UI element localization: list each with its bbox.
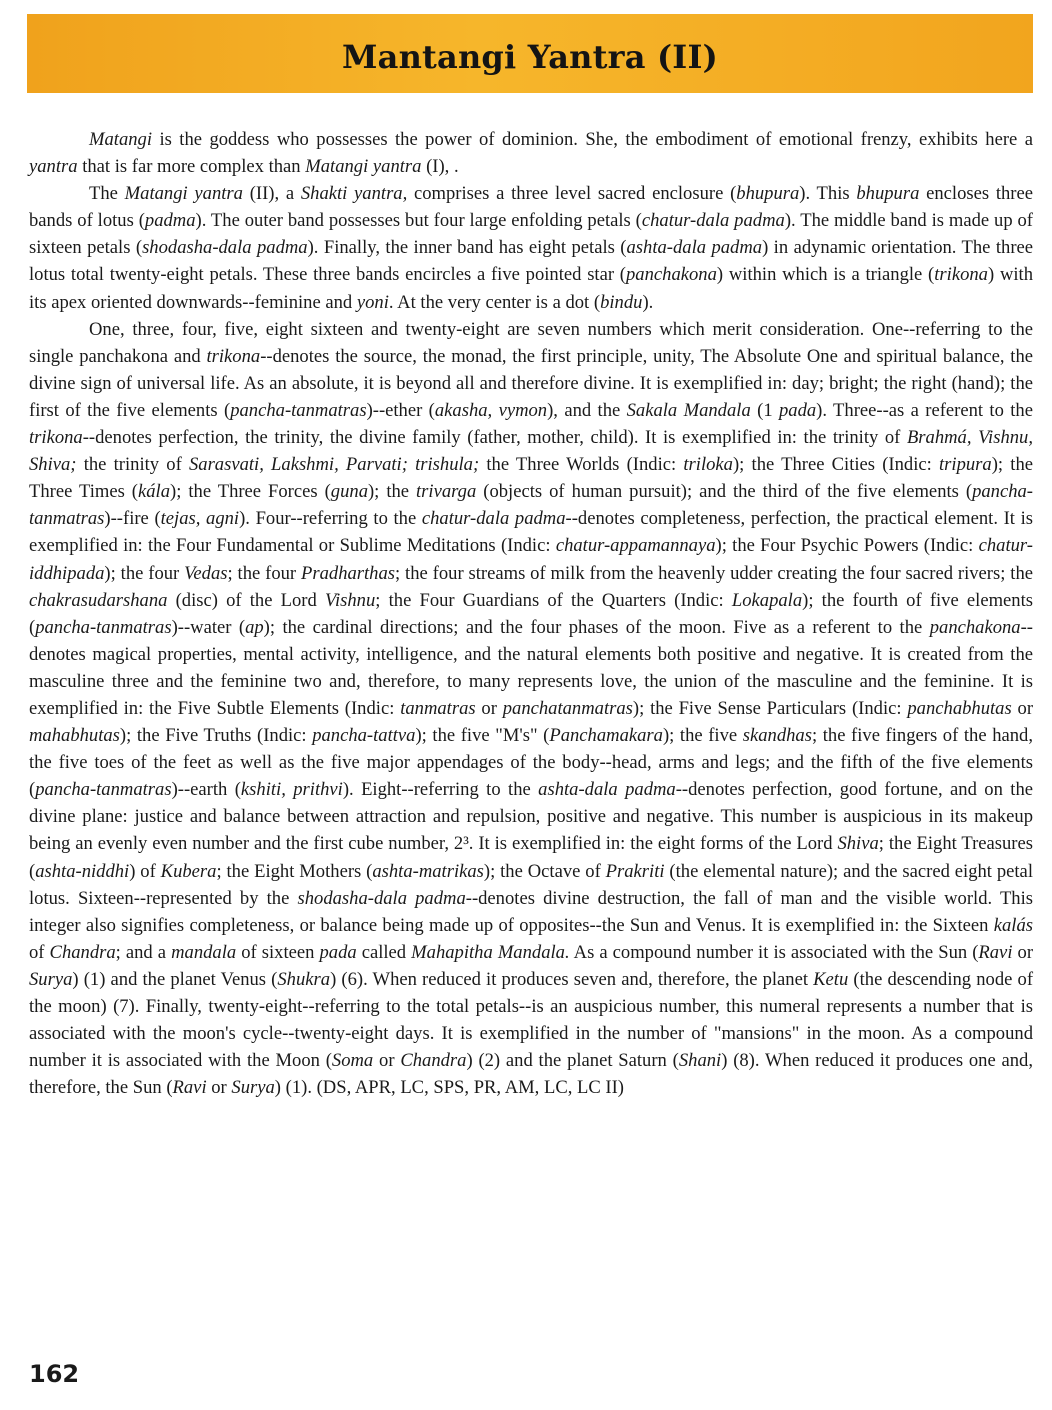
italic-term: Matangi bbox=[89, 129, 153, 150]
text-run: ). Finally, the inner band has eight petals ( bbox=[307, 237, 627, 259]
italic-term: Lokapala bbox=[731, 589, 803, 611]
text-run: or bbox=[1012, 941, 1034, 963]
italic-term: skandhas bbox=[742, 725, 812, 747]
text-run: ) (1) and the planet Venus ( bbox=[72, 968, 278, 990]
italic-term: guna bbox=[330, 481, 368, 503]
italic-term: kalás bbox=[993, 914, 1033, 936]
text-run: ). Eight--referring to the bbox=[342, 779, 539, 801]
text-run: . At the very center is a dot ( bbox=[388, 291, 601, 313]
italic-term: trivarga bbox=[416, 481, 477, 503]
text-run: --denotes divine destruction, the fall of man and the visible world. This integer also signifies completeness, or balance being made up of opposites--the Sun and Venus. It is exemplified in: the Sixteen bbox=[29, 887, 1033, 936]
italic-term: tejas, agni bbox=[160, 508, 240, 530]
text-run: ); the five bbox=[662, 725, 743, 747]
italic-term: panchakona bbox=[626, 264, 717, 286]
text-run: is the goddess who possesses the power of dominion. She, the embodiment of emotional frenzy, exhibits here a bbox=[152, 129, 1033, 150]
text-run: ) in adynamic orientation. The three lotus total twenty-eight petals. These three bands encircles a five pointed star ( bbox=[29, 237, 1034, 286]
title-banner bbox=[27, 14, 1033, 93]
text-run: (II), a bbox=[242, 183, 301, 205]
text-run: ); the cardinal directions; and the four phases of the moon. Five as a referent to the bbox=[263, 616, 930, 638]
italic-term: Sakala Mandala bbox=[626, 399, 751, 421]
italic-term: pancha-tattva bbox=[312, 725, 416, 747]
italic-term: Chandra bbox=[49, 941, 116, 963]
text-run: ) (1). (DS, APR, LC, SPS, PR, AM, LC, LC II) bbox=[274, 1077, 625, 1099]
text-run: ) with its apex oriented downwards--feminine and bbox=[29, 264, 1033, 313]
italic-term: mandala bbox=[171, 941, 237, 963]
italic-term: akasha, vymon bbox=[434, 399, 548, 421]
italic-term: panchabhutas bbox=[907, 697, 1012, 719]
text-run: --denotes perfection, the trinity, the divine family (father, mother, child). It is exemplified in: the trinity of bbox=[82, 427, 907, 449]
text-run: ); the Three Cities (Indic: bbox=[732, 454, 940, 476]
text-run: of sixteen bbox=[236, 941, 320, 963]
italic-term: Soma bbox=[331, 1050, 374, 1072]
text-run: ) (6). When reduced it produces seven and, therefore, the planet bbox=[330, 968, 814, 990]
italic-term: panchatanmatras bbox=[502, 697, 633, 719]
text-run: ); the bbox=[367, 481, 417, 503]
text-run: ), and the bbox=[547, 399, 627, 421]
text-run: ). The outer band possesses but four large enfolding petals ( bbox=[195, 210, 642, 232]
text-run: or bbox=[206, 1077, 232, 1099]
italic-term: Shukra bbox=[277, 968, 331, 990]
italic-term: Vedas bbox=[184, 562, 228, 584]
text-run: encloses three bands of lotus ( bbox=[29, 183, 1033, 232]
text-run: ); the Five Truths (Indic: bbox=[119, 725, 313, 747]
text-run: --denotes completeness, perfection, the practical element. It is exemplified in: the Four Fundamental or Sublime Meditations (Indic: bbox=[29, 508, 1033, 557]
text-run: comprises a three level sacred enclosure ( bbox=[407, 183, 737, 205]
italic-term: Mahapitha Mandala. bbox=[411, 941, 570, 963]
italic-term: Brahmá, Vishnu, Shiva; bbox=[29, 427, 1033, 476]
text-run: ). The middle band is made up of sixteen petals ( bbox=[29, 210, 1033, 259]
italic-term: Shani bbox=[678, 1050, 722, 1072]
italic-term: pada bbox=[778, 399, 817, 421]
text-run: (1 bbox=[750, 399, 779, 421]
italic-term: mahabhutas bbox=[29, 725, 120, 747]
italic-term: Panchamakara bbox=[549, 725, 663, 747]
italic-term: ashta-dala padma bbox=[538, 779, 676, 801]
italic-term: shodasha-dala padma bbox=[297, 887, 466, 909]
italic-term: Shakti yantra, bbox=[300, 183, 408, 205]
italic-term: padma bbox=[144, 210, 196, 232]
text-run: or bbox=[475, 697, 503, 719]
italic-term: Ravi bbox=[172, 1077, 207, 1099]
italic-term: Chandra bbox=[400, 1050, 467, 1072]
italic-term: Matangi yantra bbox=[124, 183, 243, 205]
text-run: ; the four bbox=[227, 562, 301, 584]
italic-term: kshiti, prithvi bbox=[240, 779, 343, 801]
text-run: ); the five "M's" ( bbox=[415, 725, 550, 747]
text-run: ). This bbox=[799, 183, 857, 205]
italic-term: Shiva bbox=[837, 833, 879, 855]
italic-term: panchakona bbox=[929, 616, 1021, 638]
italic-term: Vishnu bbox=[324, 589, 376, 611]
text-run: that is far more complex than bbox=[77, 156, 306, 178]
italic-term: pancha-tanmatras bbox=[35, 779, 172, 801]
text-run: ); the Five Sense Particulars (Indic: bbox=[632, 697, 908, 719]
italic-term: ashta-dala padma bbox=[626, 237, 763, 259]
text-run: of bbox=[29, 941, 50, 963]
italic-term: triloka bbox=[683, 454, 733, 476]
text-run: ; the four streams of milk from the heavenly udder creating the four sacred rivers; the bbox=[395, 562, 1033, 584]
text-run: ); the four bbox=[104, 562, 185, 584]
text-run: One, three, four, five, eight sixteen and twenty-eight are seven numbers which merit consideration. One--referring to the single panchakona and bbox=[29, 318, 1033, 367]
text-run: ) (2) and the planet Saturn ( bbox=[466, 1050, 679, 1072]
text-run: ; the Eight Treasures ( bbox=[29, 833, 1033, 882]
italic-term: yoni bbox=[356, 291, 389, 313]
text-run: (I), . bbox=[421, 156, 459, 178]
italic-term: Sarasvati, Lakshmi, Parvati; trishula; bbox=[188, 454, 480, 476]
italic-term: bhupura bbox=[856, 183, 920, 205]
italic-term: yantra bbox=[29, 156, 78, 178]
text-run: (the descending node of the moon) (7). Finally, twenty-eight--referring to the total petals--is an auspicious number, this numeral represents a number that is associated with the moon's cycle--twenty-eight days. It is exemplified in the number of "mansions" in the moon. As a compound number it is associated with the Moon ( bbox=[29, 968, 1034, 1072]
italic-term: Ravi bbox=[978, 941, 1013, 963]
italic-term: tripura bbox=[939, 454, 992, 476]
text-run: or bbox=[373, 1050, 401, 1072]
italic-term: pancha-tanmatras bbox=[35, 616, 172, 638]
italic-term: Matangi yantra bbox=[305, 156, 422, 178]
italic-term: chatur-dala padma bbox=[641, 210, 785, 232]
text-run: ); the Octave of bbox=[483, 860, 606, 882]
italic-term: chatur-iddhipada bbox=[29, 535, 1033, 584]
text-run: --denotes the source, the monad, the first principle, unity, The Absolute One and spiritual balance, the divine sign of universal life. As an absolute, it is beyond all and therefore divine. It is exemplified in: day; bright; the right (hand); the first of the five elements ( bbox=[29, 345, 1034, 421]
text-run: ; the five fingers of the hand, the five toes of the feet as well as the five major appendages of the body--head, arms and legs; and the fifth of the five elements ( bbox=[29, 725, 1033, 801]
text-run: ; the Four Guardians of the Quarters (Indic: bbox=[375, 589, 732, 611]
italic-term: Pradharthas bbox=[301, 562, 396, 584]
italic-term: Surya bbox=[29, 968, 73, 990]
text-run: called bbox=[356, 941, 412, 963]
text-run: the trinity of bbox=[76, 454, 189, 476]
text-run: ); the Three Forces ( bbox=[170, 481, 331, 503]
text-run: ) within which is a triangle ( bbox=[716, 264, 935, 286]
text-run: )--ether ( bbox=[366, 399, 435, 421]
body-text bbox=[29, 126, 1033, 1101]
text-run: ); the fourth of five elements ( bbox=[29, 589, 1033, 638]
paragraph bbox=[29, 180, 1033, 315]
text-run: ; the Eight Mothers ( bbox=[216, 860, 373, 882]
text-run: )--earth ( bbox=[171, 779, 241, 801]
text-run: ). bbox=[642, 291, 654, 313]
paragraph bbox=[29, 316, 1033, 1102]
text-run: --denotes perfection, good fortune, and on the divine plane: justice and balance between attraction and repulsion, positive and negative. This number is auspicious in its makeup being an evenly even number and the first cube number, 2³. It is exemplified in: the eight forms of the Lord bbox=[29, 779, 1034, 855]
italic-term: pancha-tanmatras bbox=[230, 399, 367, 421]
italic-term: chatur-dala padma bbox=[421, 508, 566, 530]
text-run: or bbox=[1011, 697, 1034, 719]
text-run: )--fire ( bbox=[104, 508, 161, 530]
text-run: ) of bbox=[129, 860, 161, 882]
text-run: ; and a bbox=[115, 941, 172, 963]
paragraph bbox=[29, 126, 1033, 180]
italic-term: chatur-appamannaya bbox=[555, 535, 716, 557]
italic-term: trikona bbox=[934, 264, 988, 286]
text-run: (disc) of the Lord bbox=[167, 589, 325, 611]
italic-term: bhupura bbox=[736, 183, 800, 205]
page-number: 162 bbox=[29, 1360, 80, 1388]
italic-term: ashta-matrikas bbox=[372, 860, 484, 882]
italic-term: chakrasudarshana bbox=[29, 589, 168, 611]
text-run: --denotes magical properties, mental activity, intelligence, and the natural elements both positive and negative. It is created from the masculine three and the feminine two and, therefore, to many represents love, the union of the masculine and the feminine. It is exemplified in: the Five Subtle Elements (Indic: bbox=[29, 616, 1033, 719]
text-run: (the elemental nature); and the sacred eight petal lotus. Sixteen--represented by the bbox=[29, 860, 1033, 909]
text-run: (objects of human pursuit); and the third of the five elements ( bbox=[476, 481, 973, 503]
italic-term: Prakriti bbox=[605, 860, 665, 882]
text-run: ) (8). When reduced it produces one and, therefore, the Sun ( bbox=[29, 1050, 1033, 1099]
italic-term: ap bbox=[245, 616, 264, 638]
italic-term: pada bbox=[319, 941, 357, 963]
italic-term: pancha-tanmatras bbox=[29, 481, 1033, 530]
italic-term: bindu bbox=[600, 291, 643, 313]
text-run: the Three Worlds (Indic: bbox=[479, 454, 684, 476]
text-run: ); the Three Times ( bbox=[29, 454, 1033, 503]
italic-term: ashta-niddhi bbox=[35, 860, 130, 882]
italic-term: trikona bbox=[206, 345, 261, 367]
italic-term: kála bbox=[138, 481, 171, 503]
page-title: Mantangi Yantra (II) bbox=[342, 37, 718, 76]
italic-term: Surya bbox=[231, 1077, 275, 1099]
text-run: ). Four--referring to the bbox=[239, 508, 422, 530]
italic-term: shodasha-dala padma bbox=[142, 237, 308, 259]
italic-term: Kubera bbox=[160, 860, 217, 882]
italic-term: trikona bbox=[29, 427, 83, 449]
text-run: The bbox=[89, 183, 125, 205]
text-run: As a compound number it is associated with the Sun ( bbox=[569, 941, 979, 963]
text-run: ); the Four Psychic Powers (Indic: bbox=[715, 535, 979, 557]
text-run: )--water ( bbox=[171, 616, 246, 638]
italic-term: Ketu bbox=[813, 968, 849, 990]
text-run: ). Three--as a referent to the bbox=[816, 399, 1033, 421]
italic-term: tanmatras bbox=[400, 697, 476, 719]
